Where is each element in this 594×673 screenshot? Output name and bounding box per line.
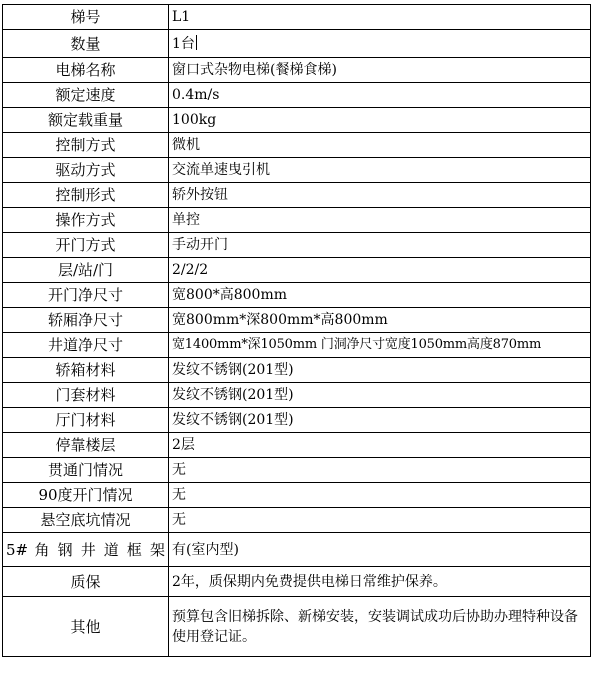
row-value-cell[interactable] bbox=[169, 30, 591, 58]
row-value: 发纹不锈钢(201型) bbox=[169, 408, 591, 433]
table-row bbox=[3, 283, 591, 308]
row-label: 井道净尺寸 bbox=[3, 333, 169, 358]
row-value: 2年，质保期内免费提供电梯日常维护保养。 bbox=[169, 567, 591, 597]
table-row bbox=[3, 83, 591, 108]
row-value: 无 bbox=[169, 508, 591, 533]
elevator-spec-table bbox=[2, 4, 591, 657]
row-value: 单控 bbox=[169, 208, 591, 233]
table-row bbox=[3, 533, 591, 567]
row-value: 2/2/2 bbox=[169, 258, 591, 283]
row-value: 宽800*高800mm bbox=[169, 283, 591, 308]
table-row bbox=[3, 5, 591, 30]
row-value: 宽800mm*深800mm*高800mm bbox=[169, 308, 591, 333]
row-value: 手动开门 bbox=[169, 233, 591, 258]
row-value: 1台 bbox=[172, 36, 195, 52]
row-value: 预算包含旧梯拆除、新梯安装，安装调试成功后协助办理特种设备使用登记证。 bbox=[169, 597, 591, 657]
table-row bbox=[3, 58, 591, 83]
row-value: 窗口式杂物电梯(餐梯食梯) bbox=[169, 58, 591, 83]
row-label: 控制方式 bbox=[3, 133, 169, 158]
table-row bbox=[3, 508, 591, 533]
table-row bbox=[3, 183, 591, 208]
table-row bbox=[3, 567, 591, 597]
row-label: 控制形式 bbox=[3, 183, 169, 208]
row-value: 2层 bbox=[169, 433, 591, 458]
table-row bbox=[3, 408, 591, 433]
row-value: 宽1400mm*深1050mm 门洞净尺寸宽度1050mm高度870mm bbox=[169, 333, 591, 358]
row-label: 电梯名称 bbox=[3, 58, 169, 83]
row-label: 停靠楼层 bbox=[3, 433, 169, 458]
table-row bbox=[3, 158, 591, 183]
row-value: 无 bbox=[169, 483, 591, 508]
row-value: 有(室内型) bbox=[169, 533, 591, 567]
row-value: 轿外按钮 bbox=[169, 183, 591, 208]
row-value: 微机 bbox=[169, 133, 591, 158]
row-label: 厅门材料 bbox=[3, 408, 169, 433]
table-row bbox=[3, 233, 591, 258]
row-label: 额定速度 bbox=[3, 83, 169, 108]
table-row bbox=[3, 433, 591, 458]
table-row bbox=[3, 383, 591, 408]
row-value: 0.4m/s bbox=[169, 83, 591, 108]
table-row bbox=[3, 30, 591, 58]
row-value: 无 bbox=[169, 458, 591, 483]
row-value: 发纹不锈钢(201型) bbox=[169, 383, 591, 408]
text-cursor bbox=[196, 35, 197, 50]
table-row bbox=[3, 108, 591, 133]
row-label: 轿箱材料 bbox=[3, 358, 169, 383]
row-label: 层/站/门 bbox=[3, 258, 169, 283]
row-label: 开门方式 bbox=[3, 233, 169, 258]
row-label: 操作方式 bbox=[3, 208, 169, 233]
row-label: 梯号 bbox=[3, 5, 169, 30]
table-row bbox=[3, 333, 591, 358]
table-row bbox=[3, 597, 591, 657]
table-row bbox=[3, 258, 591, 283]
table-row bbox=[3, 458, 591, 483]
table-row bbox=[3, 358, 591, 383]
table-row bbox=[3, 308, 591, 333]
row-label: 90度开门情况 bbox=[3, 483, 169, 508]
row-label: 5# 角 钢 井 道 框 架 bbox=[3, 533, 169, 567]
row-value: 发纹不锈钢(201型) bbox=[169, 358, 591, 383]
row-label: 质保 bbox=[3, 567, 169, 597]
row-label: 轿厢净尺寸 bbox=[3, 308, 169, 333]
row-label: 门套材料 bbox=[3, 383, 169, 408]
row-label: 额定载重量 bbox=[3, 108, 169, 133]
row-label: 悬空底坑情况 bbox=[3, 508, 169, 533]
table-row bbox=[3, 133, 591, 158]
table-row bbox=[3, 208, 591, 233]
table-row bbox=[3, 483, 591, 508]
row-label: 其他 bbox=[3, 597, 169, 657]
row-label: 数量 bbox=[3, 30, 169, 58]
row-label: 驱动方式 bbox=[3, 158, 169, 183]
row-value: L1 bbox=[169, 5, 591, 30]
row-value: 交流单速曳引机 bbox=[169, 158, 591, 183]
row-value: 100kg bbox=[169, 108, 591, 133]
row-label: 贯通门情况 bbox=[3, 458, 169, 483]
row-label: 开门净尺寸 bbox=[3, 283, 169, 308]
